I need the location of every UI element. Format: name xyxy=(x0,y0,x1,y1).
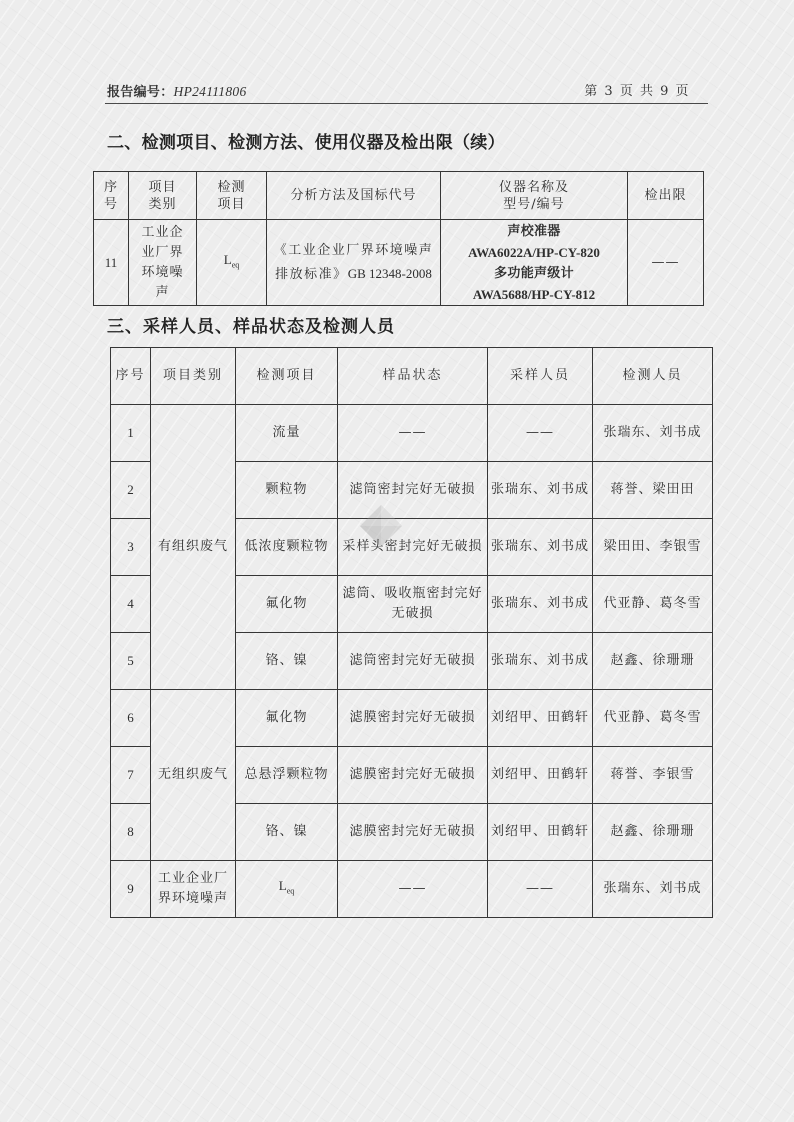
col-header-no xyxy=(94,172,129,220)
col-header-sampler: 采样人员 xyxy=(488,348,593,405)
leq-symbol xyxy=(278,878,295,896)
cell-tester: 赵鑫、徐珊珊 xyxy=(593,804,713,861)
cell-category xyxy=(129,220,197,306)
report-number xyxy=(107,84,247,101)
cell-category: 无组织废气 xyxy=(151,690,236,861)
cell-sample-state: 采样头密封完好无破损 xyxy=(338,519,488,576)
cell-item: 低浓度颗粒物 xyxy=(236,519,338,576)
col-header-no-text: 序号 xyxy=(103,179,118,212)
category-text: 工业企业厂界环境噪声 xyxy=(157,871,228,906)
table-row xyxy=(111,861,713,918)
instrument-name: 多功能声级计 xyxy=(494,265,574,281)
table-row xyxy=(94,220,704,306)
cell-no: 3 xyxy=(111,519,151,576)
cell-tester: 赵鑫、徐珊珊 xyxy=(593,633,713,690)
cell-method xyxy=(267,220,441,306)
leq-subscript: eq xyxy=(286,886,295,896)
method-title: 《工业企业厂界环境噪声排放标准》 xyxy=(273,243,434,282)
sampling-personnel-table xyxy=(110,347,713,918)
col-header-item xyxy=(197,172,267,220)
cell-sampler: 张瑞东、刘书成 xyxy=(488,519,593,576)
cell-item xyxy=(197,220,267,306)
cell-sample-state: —— xyxy=(338,861,488,918)
cell-sample-state: 滤筒密封完好无破损 xyxy=(338,462,488,519)
cell-item: 铬、镍 xyxy=(236,804,338,861)
cell-no: 9 xyxy=(111,861,151,918)
table-header-row xyxy=(94,172,704,220)
col-header-limit: 检出限 xyxy=(628,172,704,220)
cell-sample-state: 滤筒、吸收瓶密封完好无破损 xyxy=(338,576,488,633)
method-text xyxy=(272,239,436,286)
cell-sample-state: 滤筒密封完好无破损 xyxy=(338,633,488,690)
table-row xyxy=(111,405,713,462)
col-header-item: 检测项目 xyxy=(236,348,338,405)
cell-tester: 梁田田、李银雪 xyxy=(593,519,713,576)
cell-no: 1 xyxy=(111,405,151,462)
instrument-model: AWA5688/HP-CY-812 xyxy=(472,286,596,302)
cell-item: 总悬浮颗粒物 xyxy=(236,747,338,804)
methods-instruments-table xyxy=(93,171,704,306)
col-header-category: 项目类别 xyxy=(151,348,236,405)
cell-sample-state: 滤膜密封完好无破损 xyxy=(338,690,488,747)
cell-sampler: 刘绍甲、田鹤轩 xyxy=(488,747,593,804)
cell-no: 8 xyxy=(111,804,151,861)
cell-item: 颗粒物 xyxy=(236,462,338,519)
header-divider xyxy=(105,103,708,104)
cell-no: 6 xyxy=(111,690,151,747)
cell-tester: 代亚静、葛冬雪 xyxy=(593,690,713,747)
col-header-item-text: 检测项目 xyxy=(217,179,246,212)
col-header-instrument xyxy=(441,172,628,220)
cell-item: 氟化物 xyxy=(236,690,338,747)
col-header-sample-state: 样品状态 xyxy=(338,348,488,405)
category-text: 工业企业厂界环境噪声 xyxy=(141,224,184,300)
section-3-title: 三、采样人员、样品状态及检测人员 xyxy=(107,317,395,337)
report-number-value: HP24111806 xyxy=(173,84,247,99)
cell-sampler: 刘绍甲、田鹤轩 xyxy=(488,804,593,861)
cell-sampler: 张瑞东、刘书成 xyxy=(488,633,593,690)
cell-item: 铬、镍 xyxy=(236,633,338,690)
cell-sampler: 张瑞东、刘书成 xyxy=(488,576,593,633)
cell-tester: 蒋誉、梁田田 xyxy=(593,462,713,519)
page-indicator: 第 3 页 共 9 页 xyxy=(584,84,690,99)
cell-tester: 张瑞东、刘书成 xyxy=(593,405,713,462)
cell-no: 11 xyxy=(94,220,129,306)
cell-sampler: 刘绍甲、田鹤轩 xyxy=(488,690,593,747)
cell-no: 5 xyxy=(111,633,151,690)
cell-sample-state: 滤膜密封完好无破损 xyxy=(338,804,488,861)
col-header-category-text: 项目类别 xyxy=(148,179,177,212)
method-code: GB 12348-2008 xyxy=(347,266,432,281)
cell-category xyxy=(151,861,236,918)
watermark-logo-icon xyxy=(358,503,404,549)
cell-tester: 张瑞东、刘书成 xyxy=(593,861,713,918)
cell-category: 有组织废气 xyxy=(151,405,236,690)
cell-item: 氟化物 xyxy=(236,576,338,633)
cell-tester: 代亚静、葛冬雪 xyxy=(593,576,713,633)
report-number-label: 报告编号： xyxy=(107,85,174,100)
col-header-category xyxy=(129,172,197,220)
section-2-title: 二、检测项目、检测方法、使用仪器及检出限（续） xyxy=(107,133,505,153)
instrument-model: AWA6022A/HP-CY-820 xyxy=(468,244,600,260)
leq-subscript: eq xyxy=(231,260,240,270)
cell-item: 流量 xyxy=(236,405,338,462)
col-header-method: 分析方法及国标代号 xyxy=(267,172,441,220)
cell-no: 2 xyxy=(111,462,151,519)
cell-sampler: 张瑞东、刘书成 xyxy=(488,462,593,519)
cell-instrument xyxy=(441,220,628,306)
col-header-no: 序号 xyxy=(111,348,151,405)
table-header-row xyxy=(111,348,713,405)
cell-sampler: —— xyxy=(488,861,593,918)
col-header-instrument-text: 仪器名称及型号/编号 xyxy=(498,179,569,212)
table-row xyxy=(111,690,713,747)
leq-letter: L xyxy=(278,878,287,894)
cell-sample-state: —— xyxy=(338,405,488,462)
leq-letter: L xyxy=(223,251,232,267)
cell-sampler: —— xyxy=(488,405,593,462)
col-header-tester: 检测人员 xyxy=(593,348,713,405)
cell-item xyxy=(236,861,338,918)
instrument-name: 声校准器 xyxy=(507,223,561,239)
leq-symbol xyxy=(223,251,240,270)
cell-tester: 蒋誉、李银雪 xyxy=(593,747,713,804)
cell-limit: —— xyxy=(628,220,704,306)
cell-no: 4 xyxy=(111,576,151,633)
cell-sample-state: 滤膜密封完好无破损 xyxy=(338,747,488,804)
cell-no: 7 xyxy=(111,747,151,804)
